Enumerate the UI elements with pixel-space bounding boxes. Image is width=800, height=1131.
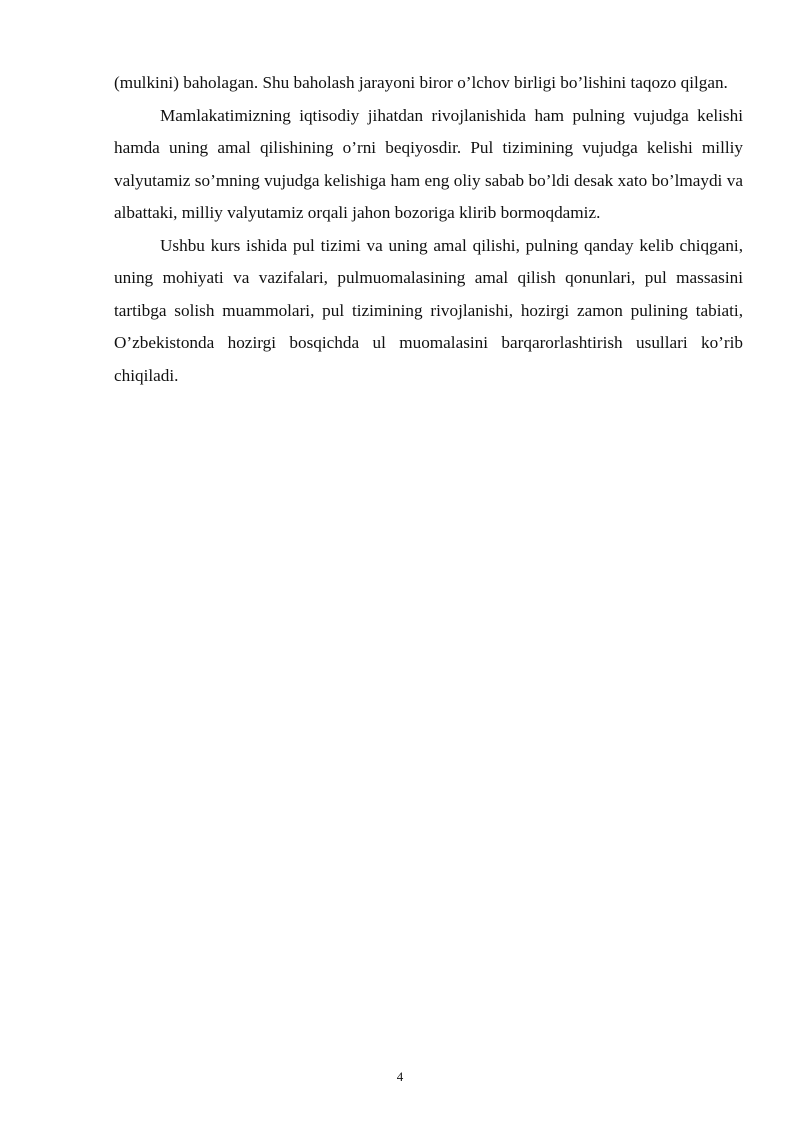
- page-number: 4: [396, 1069, 404, 1084]
- body-text: [114, 67, 743, 392]
- paragraph-course-scope: Ushbu kurs ishida pul tizimi va uning amal qilishi, pulning qanday kelib chiqgani, uning mohiyati va vazifalari, pulmuomalasining amal qilish qonunlari, pul massasini tartibga solish muammolari, pul tizimining rivojlanishi, hozirgi zamon pulining tabiati, O’zbekistonda hozirgi bosqichda ul muomalasini barqarorlashtirish usullari ko’rib chiqiladi.: [114, 235, 743, 385]
- paragraph-continuation: (mulkini) baholagan. Shu baholash jarayoni biror o’lchov birligi bo’lishini taqozo qilgan.: [114, 73, 728, 92]
- paragraph-economic-development: Mamlakatimizning iqtisodiy jihatdan rivojlanishida ham pulning vujudga kelishi hamda uning amal qilishining o’rni beqiyosdir. Pul tizimining vujudga kelishi milliy valyutamiz so’mning vujudga kelishiga ham eng oliy sabab bo’ldi desak xato bo’lmaydi va albattaki, milliy valyutamiz orqali jahon bozoriga klirib bormoqdamiz.: [114, 105, 743, 222]
